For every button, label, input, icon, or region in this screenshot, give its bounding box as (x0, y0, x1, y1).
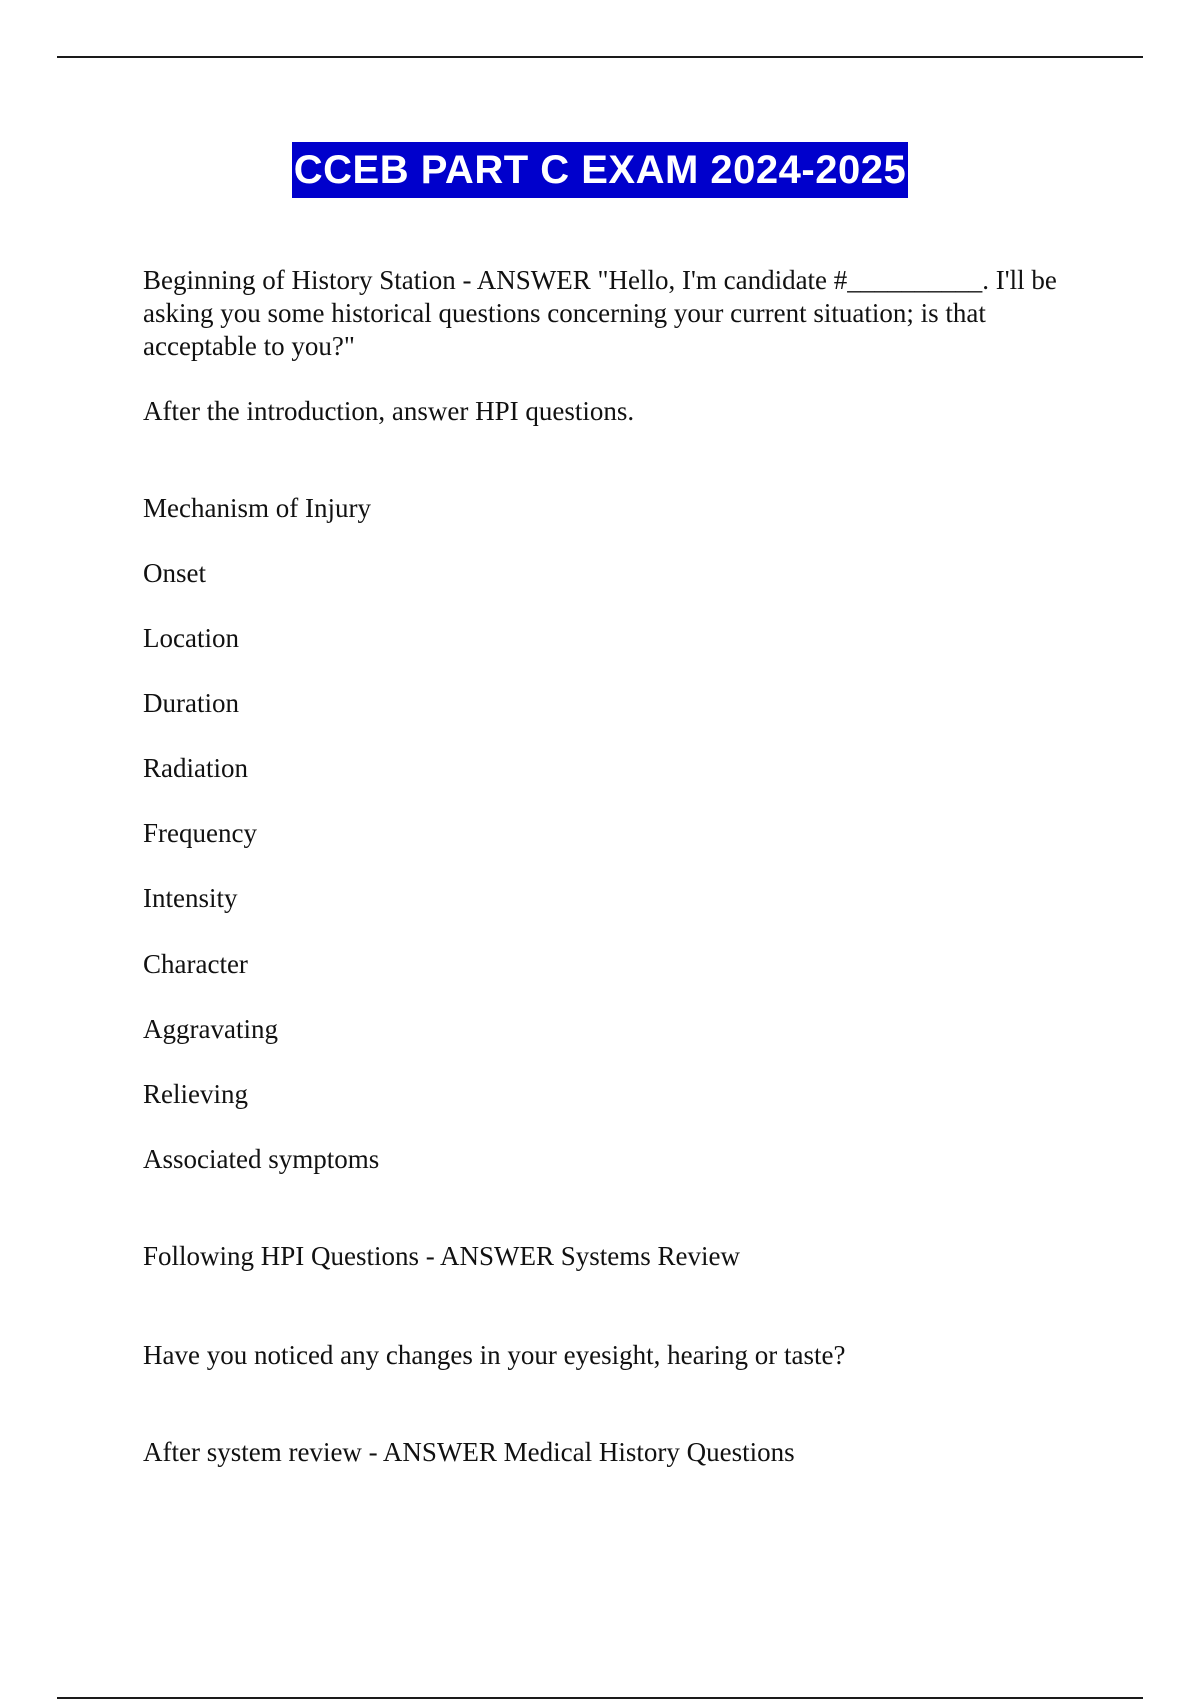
after-system-review-text: After system review - ANSWER Medical History Questions (143, 1437, 795, 1467)
hpi-item-character: Character (143, 949, 248, 979)
intro-paragraph: Beginning of History Station - ANSWER "Hello, I'm candidate #__________. I'll be asking you some historical questions concerning your current situation; is that acceptable to you?" (143, 265, 1057, 361)
hpi-item-associated-symptoms: Associated symptoms (143, 1144, 380, 1174)
top-divider (57, 56, 1143, 58)
hpi-item-relieving: Relieving (143, 1079, 248, 1109)
hpi-item-aggravating: Aggravating (143, 1014, 278, 1044)
document-title: CCEB PART C EXAM 2024-2025 (292, 142, 908, 198)
hpi-item-radiation: Radiation (143, 753, 248, 783)
intro-followup: After the introduction, answer HPI questions. (143, 396, 635, 426)
hpi-item-intensity: Intensity (143, 883, 238, 913)
bottom-divider (57, 1697, 1143, 1699)
hpi-item-location: Location (143, 623, 239, 653)
hpi-item-onset: Onset (143, 558, 206, 588)
systems-review-question: Have you noticed any changes in your eyesight, hearing or taste? (143, 1340, 846, 1370)
title-container (0, 142, 1200, 198)
hpi-item-mechanism: Mechanism of Injury (143, 493, 371, 523)
hpi-item-frequency: Frequency (143, 818, 257, 848)
following-hpi-text: Following HPI Questions - ANSWER Systems Review (143, 1241, 741, 1271)
hpi-item-duration: Duration (143, 688, 239, 718)
